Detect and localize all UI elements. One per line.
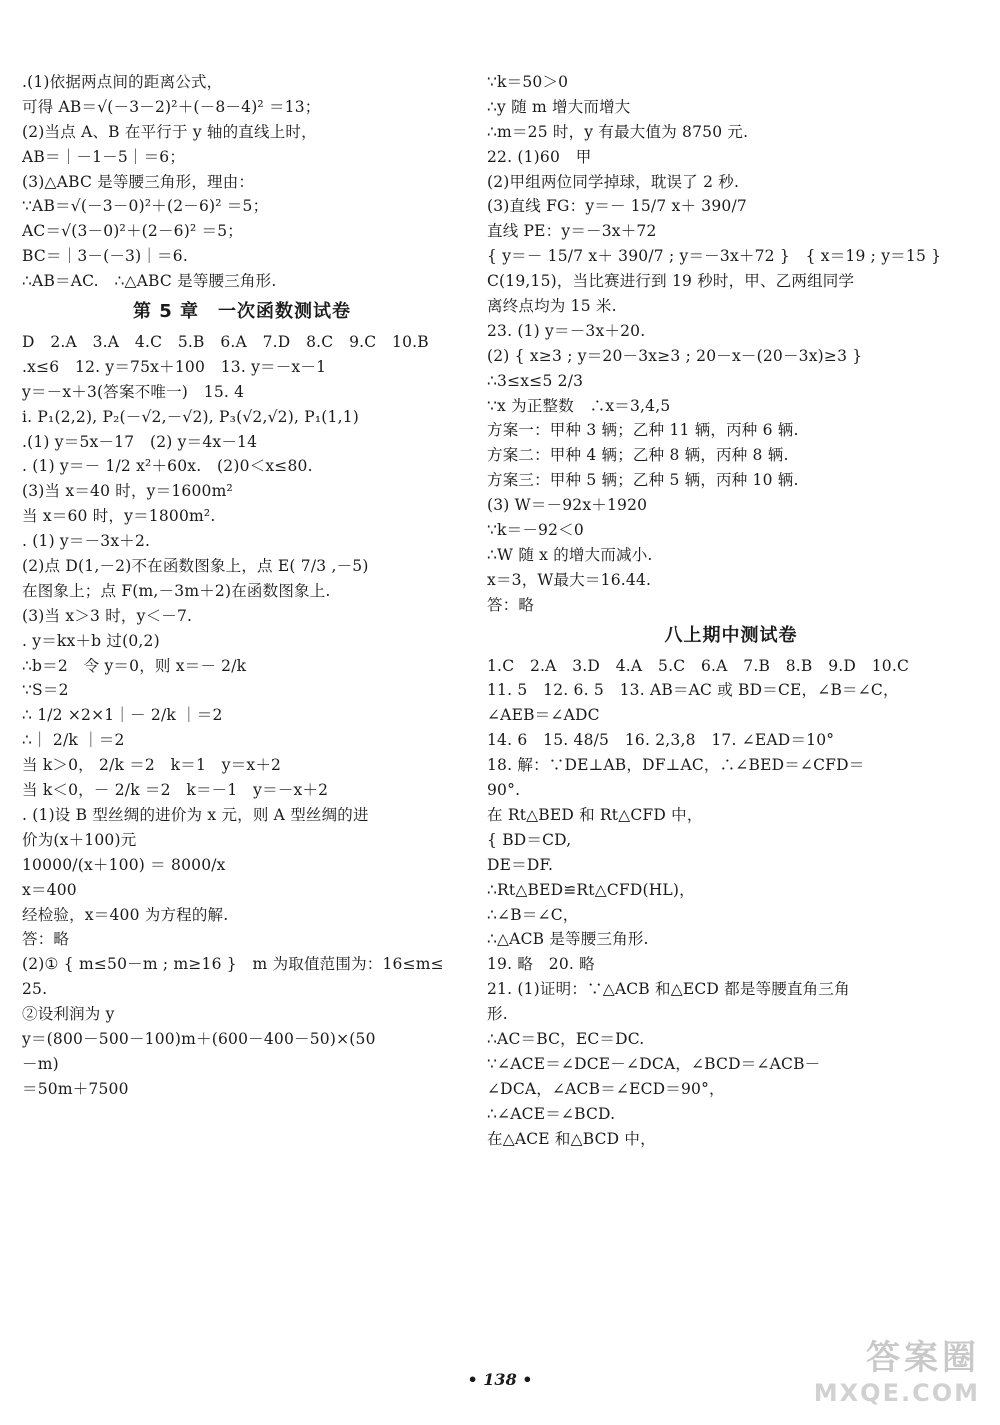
answer-line: C(19,15)，当比赛进行到 19 秒时，甲、乙两组同学 [487,272,855,291]
answer-line: (2)点 D(1,－2)不在函数图象上，点 E( 7/3 ,－5) [22,557,369,576]
answer-line: 可得 AB＝√(－3－2)²＋(－8－4)² ＝13； [22,97,321,116]
answer-line: ∴y 随 m 增大而增大 [487,97,631,116]
answer-line: 直线 PE：y＝－3x＋72 [487,222,657,241]
answer-line: 19. 略 20. 略 [487,955,595,974]
answer-line: . (1) y＝－ 1/2 x²＋60x. (2)0＜x≤80. [22,457,313,476]
answer-line: ∴ 1/2 ×2×1｜－ 2/k ｜＝2 [22,706,223,725]
answer-line: x＝3，W最大＝16.44. [487,570,652,589]
answer-line: 18. 解：∵DE⊥AB，DF⊥AC，∴∠BED＝∠CFD＝ [487,756,865,775]
answer-line: ∵∠ACE＝∠DCE－∠DCA，∠BCD＝∠ACB－ [487,1054,821,1073]
answer-line: AC＝√(3－0)²＋(2－6)² ＝5； [22,222,243,241]
answer-line: y＝(800－500－100)m＋(600－400－50)×(50 [22,1029,376,1048]
answer-line: .(1)依据两点间的距离公式， [22,73,223,91]
answer-line: . y＝kx＋b 过(0,2) [22,631,160,650]
answer-line: 21. (1)证明：∵△ACB 和△ECD 都是等腰直角三角 [487,980,850,999]
answer-line: 11. 5 12. 6. 5 13. AB＝AC 或 BD＝CE，∠B＝∠C， [487,681,899,700]
left-column [22,70,462,1102]
watermark-url: MXQE.COM [813,1379,980,1407]
answer-line: ∴AC＝BC，EC＝DC. [487,1029,645,1048]
answer-line: ∴AB＝AC. ∴△ABC 是等腰三角形. [22,272,277,291]
answer-line: y＝－x＋3(答案不唯一) 15. 4 [22,382,245,401]
answer-line: 25. [22,980,48,999]
answer-line: ＝50m＋7500 [22,1079,129,1098]
section-heading: 八上期中测试卷 [664,624,798,646]
answer-line: ②设利润为 y [22,1005,115,1024]
answer-line: ∵x 为正整数 ∴x＝3,4,5 [487,396,671,415]
answer-line: ∠DCA，∠ACB＝∠ECD＝90°， [487,1079,725,1098]
answer-line: 22. (1)60 甲 [487,147,592,166]
answer-line: 14. 6 15. 48/5 16. 2,3,8 17. ∠EAD＝10° [487,731,835,750]
answer-line: AB＝｜－1－5｜＝6； [22,147,186,166]
answer-line: ∵S＝2 [22,681,69,700]
answer-line: ∴b＝2 令 y＝0，则 x＝－ 2/k [22,656,247,675]
answer-line: 当 k＜0，－ 2/k ＝2 k＝－1 y＝－x＋2 [22,781,329,800]
answer-line: 价为(x＋100)元 [22,830,137,849]
answer-line: (2)① { m≤50－m ; m≥16 } m 为取值范围为：16≤m≤ [22,955,444,974]
answer-line: ∵k＝－92＜0 [487,521,584,540]
answer-line: 形. [487,1005,508,1024]
answer-line: . (1) y＝－3x＋2. [22,532,151,551]
answer-line: { BD＝CD, [487,830,572,849]
answer-line: 答：略 [487,595,535,614]
answer-line: ∴△ACB 是等腰三角形. [487,930,649,949]
watermark-logo [810,1338,980,1418]
answer-line: (2)当点 A、B 在平行于 y 轴的直线上时， [22,122,317,141]
answer-line: (2) { x≥3 ; y＝20－3x≥3 ; 20－x－(20－3x)≥3 } [487,346,863,365]
answer-line: ∴∠ACE＝∠BCD. [487,1104,616,1123]
answer-line: D 2.A 3.A 4.C 5.B 6.A 7.D 8.C 9.C 10.B [22,333,429,352]
answer-line: ∴Rt△BED≌Rt△CFD(HL)， [487,880,695,899]
answer-line: －m) [22,1054,59,1073]
watermark-title: 答案圈 [866,1338,980,1378]
answer-line: DE＝DF. [487,855,554,874]
answer-line: 90°. [487,781,521,800]
answer-line: 23. (1) y＝－3x＋20. [487,321,646,340]
page-number: • 138 • [467,1370,533,1389]
answer-line: 方案一：甲种 3 辆；乙种 11 辆，丙种 6 辆. [487,421,799,440]
answer-line: .x≤6 12. y＝75x＋100 13. y＝－x－1 [22,357,327,376]
answer-line: (3)△ABC 是等腰三角形，理由： [22,172,255,191]
answer-line: .(1) y＝5x－17 (2) y＝4x－14 [22,432,258,451]
answer-line: BC＝｜3－(－3)｜＝6. [22,247,188,266]
answer-line: . (1)设 B 型丝绸的进价为 x 元，则 A 型丝绸的进 [22,805,369,824]
answer-line: i. P₁(2,2), P₂(－√2,－√2), P₃(√2,√2), P₁(1,1) [22,407,360,426]
answer-line: ∴｜ 2/k ｜＝2 [22,731,125,750]
answer-line: ∴W 随 x 的增大而减小. [487,545,653,564]
answer-line: ∠AEB＝∠ADC [487,706,600,725]
answer-line: 离终点均为 15 米. [487,297,617,316]
answer-line: 在△ACE 和△BCD 中， [487,1129,656,1148]
answer-line: ∴m＝25 时，y 有最大值为 8750 元. [487,122,749,141]
answer-line: 在图象上；点 F(m,－3m＋2)在函数图象上. [22,581,331,600]
answer-line: 在 Rt△BED 和 Rt△CFD 中， [487,805,703,824]
answer-line: ∵AB＝√(－3－0)²＋(2－6)² ＝5； [22,197,269,216]
answer-line: (2)甲组两位同学掉球，耽误了 2 秒. [487,172,740,191]
answer-line: ∴3≤x≤5 2/3 [487,371,584,390]
answer-line: ∵k＝50＞0 [487,73,569,91]
answer-line: 方案三：甲种 5 辆；乙种 5 辆，丙种 10 辆. [487,471,799,490]
answer-line: 当 k＞0， 2/k ＝2 k＝1 y＝x＋2 [22,756,282,775]
section-heading: 第 5 章 一次函数测试卷 [132,301,352,323]
answer-line: (3)当 x＝40 时，y＝1600m² [22,482,233,501]
answer-line: 10000/(x＋100) ＝ 8000/x [22,855,226,874]
answer-line: x＝400 [22,880,77,899]
answer-line: (3)直线 FG：y＝－ 15/7 x＋ 390/7 [487,197,747,216]
answer-line: { y＝－ 15/7 x＋ 390/7 ; y＝－3x＋72 } { x＝19 ; y＝15 } [487,247,942,266]
answer-line: 经检验，x＝400 为方程的解. [22,905,229,924]
answer-line: 答：略 [22,930,70,949]
right-column [487,70,975,1151]
answer-line: (3)当 x＞3 时，y＜－7. [22,606,193,625]
answer-line: 当 x＝60 时，y＝1800m². [22,507,216,526]
answer-line: ∴∠B＝∠C， [487,905,579,924]
answer-line: (3) W＝－92x＋1920 [487,496,648,515]
answer-line: 1.C 2.A 3.D 4.A 5.C 6.A 7.B 8.B 9.D 10.C [487,656,910,675]
answer-line: 方案二：甲种 4 辆；乙种 8 辆，丙种 8 辆. [487,446,789,465]
